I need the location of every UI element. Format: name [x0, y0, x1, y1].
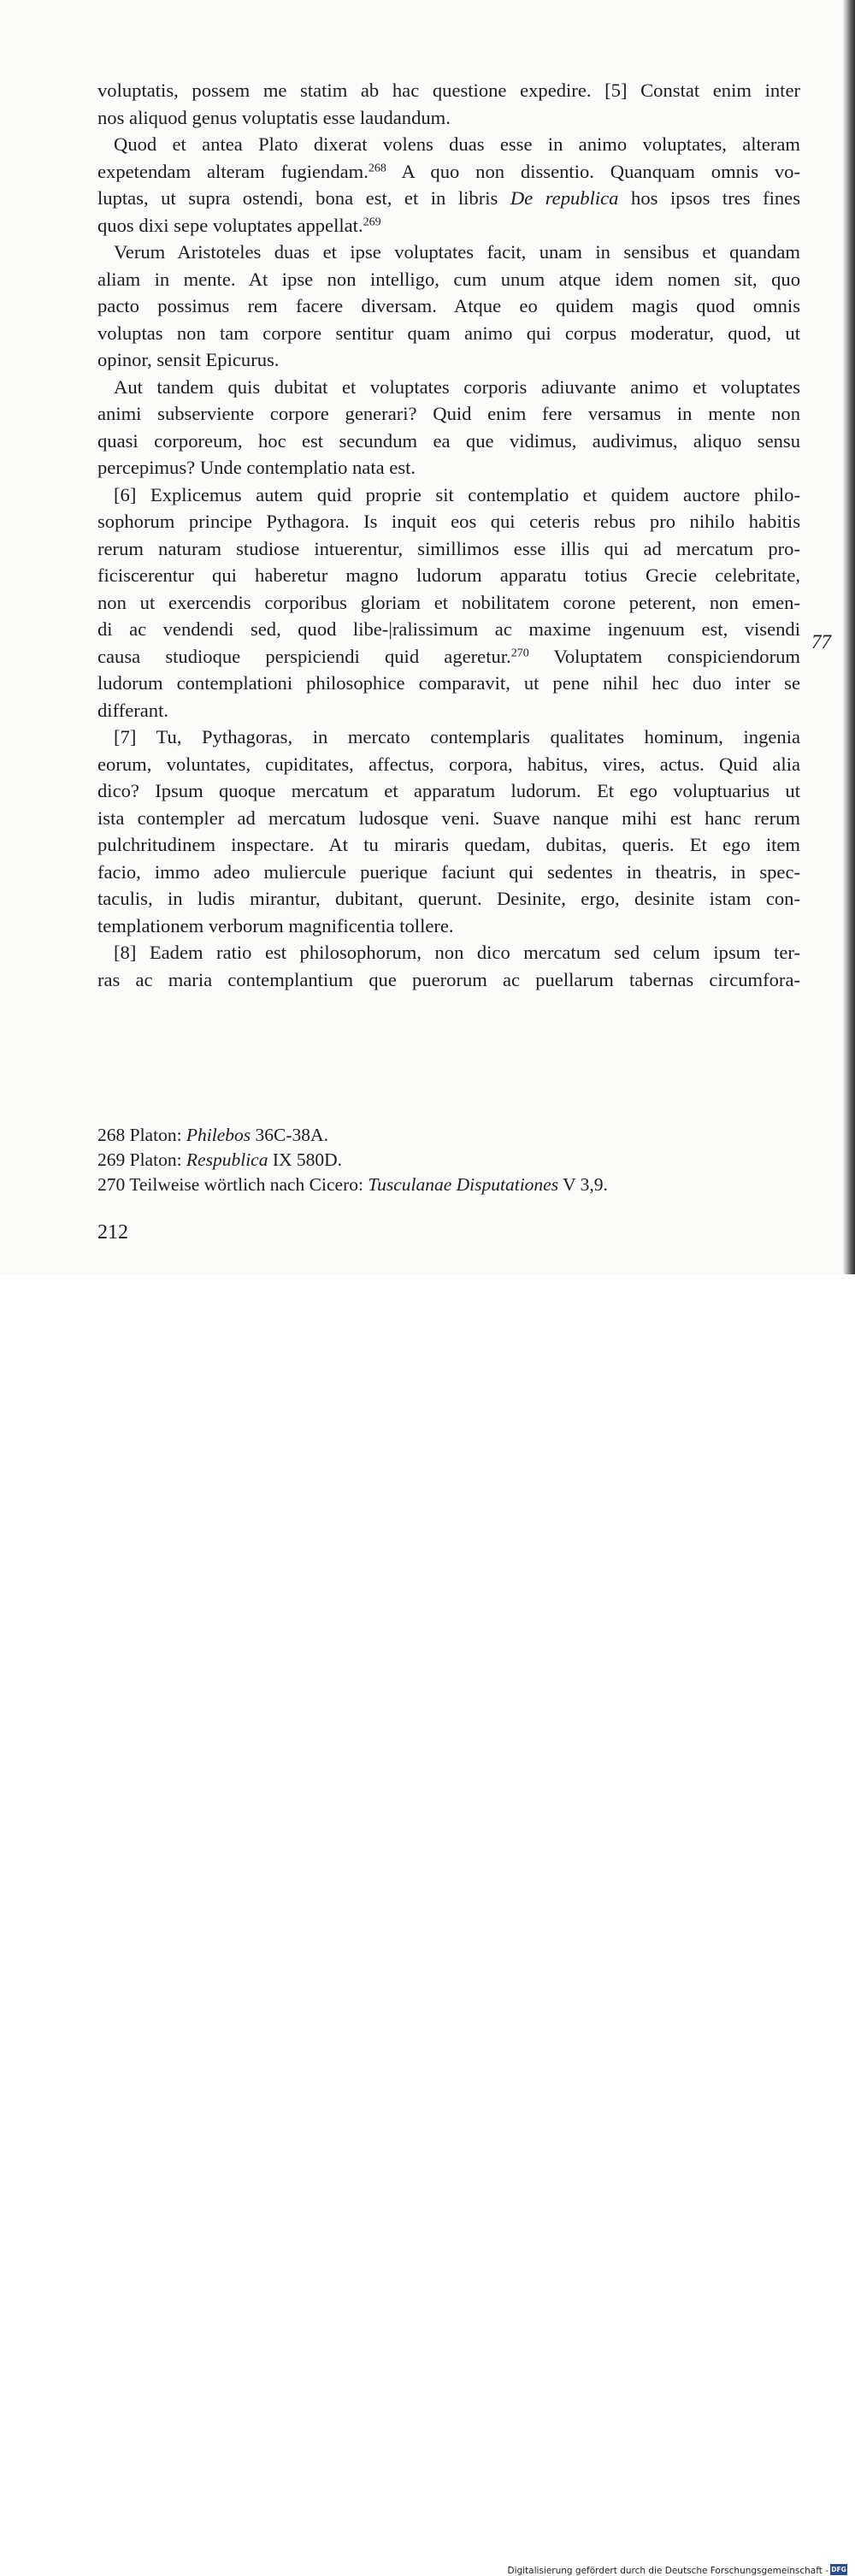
text-line: quasi corporeum, hoc est secundum ea que vidimus, audivimus, aliquo sensu — [97, 429, 800, 452]
text-line: voluptatis, possem me statim ab hac questione expedire. [5] Constat enim inter — [97, 80, 800, 101]
text-line: [8] Eadem ratio est philosophorum, non dico mercatum sed celum ipsum ter- — [114, 942, 800, 963]
text-line: dico? Ipsum quoque mercatum et apparatum ludorum. Et ego voluptuarius ut — [97, 780, 800, 801]
text-line: luptas, ut supra ostendi, bona est, et in libris De republica hos ipsos tres fines — [97, 187, 801, 209]
footnote: 269 Platon: Respublica IX 580D. — [97, 1149, 343, 1170]
text-line: taculis, in ludis mirantur, dubitant, querunt. Desinite, ergo, desinite istam con- — [97, 888, 800, 909]
text-line: eorum, voluntates, cupiditates, affectus, corpora, habitus, vires, actus. Quid alia — [97, 753, 800, 775]
text-line: opinor, sensit Epicurus. — [97, 349, 280, 370]
text-line: aliam in mente. At ipse non intelligo, cum unum atque idem nomen sit, quo — [97, 268, 800, 290]
text-line: [6] Explicemus autem quid proprie sit contemplatio et quidem auctore philo- — [114, 483, 800, 505]
italic-title: De republica — [510, 187, 619, 209]
footnotes — [97, 1123, 800, 1197]
text-line: di ac vendendi sed, quod libe-|ralissimum ac maxime ingenuum est, visendi — [97, 618, 800, 640]
text-line: facio, immo adeo muliercule puerique faciunt qui sedentes in theatris, in spec- — [97, 860, 800, 883]
text-line: rerum naturam studiose intuerentur, simillimos esse illis qui ad mercatum pro- — [97, 537, 800, 559]
dfg-logo-icon: DFG — [831, 2566, 846, 2573]
footnote-ref: 268 — [368, 161, 386, 174]
text-line: sophorum principe Pythagora. Is inquit eos qui ceteris rebus pro nihilo habitis — [97, 511, 800, 532]
paragraph — [97, 77, 800, 131]
text-line: nos aliquod genus voluptatis esse laudandum. — [97, 106, 451, 128]
paragraph — [97, 939, 800, 993]
text-line: quos dixi sepe voluptates appellat.$^{269}$ — [97, 214, 381, 236]
text-line: [7] Tu, Pythagoras, in mercato contemplaris qualitates hominum, ingenia — [114, 726, 800, 747]
text-line: ras ac maria contemplantium que puerorum ac puellarum tabernas circumfora- — [97, 968, 800, 990]
paragraph — [97, 482, 800, 724]
italic-title: Respublica — [186, 1149, 268, 1170]
text-line: pulchritudinem inspectare. At tu miraris quedam, dubitas, queris. Et ego item — [97, 834, 800, 855]
page-edge-shadow — [843, 0, 855, 1274]
page-number: 212 — [97, 1221, 128, 1244]
digitization-footer — [0, 1274, 855, 2576]
italic-title: Philebos — [186, 1125, 251, 1145]
text-line: differant. — [97, 699, 169, 721]
margin-page-number: 77 — [811, 631, 831, 653]
italic-title: Tusculanae Disputationes — [368, 1174, 559, 1195]
paragraph — [97, 724, 800, 939]
paragraph — [97, 131, 800, 239]
text-line: ludorum contemplationi philosophice comparavit, ut pene nihil hec duo inter se — [97, 672, 800, 694]
footnote-ref: 269 — [363, 215, 381, 228]
footnote-ref: 270 — [510, 646, 529, 659]
footnote: 268 Platon: Philebos 36C-38A. — [97, 1125, 328, 1145]
text-line: percepimus? Unde contemplatio nata est. — [97, 457, 416, 478]
paragraph — [97, 374, 800, 482]
footnote: 270 Teilweise wörtlich nach Cicero: Tusculanae Disputationes V 3,9. — [97, 1174, 608, 1195]
text-line: voluptas non tam corpore sentitur quam animo qui corpus moderatur, quod, ut — [97, 322, 800, 344]
text-line: causa studioque perspiciendi quid ageretur.$^{270}$ Voluptatem conspiciendorum — [97, 645, 800, 667]
text-line: pacto possimus rem facere diversam. Atque eo quidem magis quod omnis — [97, 295, 800, 316]
text-line: Quod et antea Plato dixerat volens duas esse in animo voluptates, alteram — [114, 133, 800, 155]
text-line: Aut tandem quis dubitat et voluptates corporis adiuvante animo et voluptates — [114, 375, 800, 398]
paragraph — [97, 239, 800, 374]
text-line: expetendam alteram fugiendam.$^{268}$ A quo non dissentio. Quanquam omnis vo- — [97, 160, 800, 182]
text-line: non ut exercendis corporibus gloriam et nobilitatem corone peterent, non emen- — [97, 591, 800, 613]
body-text — [97, 77, 800, 993]
digitization-credit: Digitalisierung gefördert durch die Deutsche Forschungsgemeinschaft - — [507, 2566, 828, 2576]
text-line: templationem verborum magnificentia tollere. — [97, 914, 454, 936]
text-line: animi subserviente corpore generari? Quid enim fere versamus in mente non — [97, 403, 800, 424]
text-line: Verum Aristoteles duas et ipse voluptates facit, unam in sensibus et quandam — [114, 241, 800, 263]
text-line: ista contempler ad mercatum ludosque veni. Suave nanque mihi est hanc rerum — [97, 806, 800, 829]
text-line: ficiscerentur qui haberetur magno ludorum apparatu totius Grecie celebritate, — [97, 564, 800, 586]
